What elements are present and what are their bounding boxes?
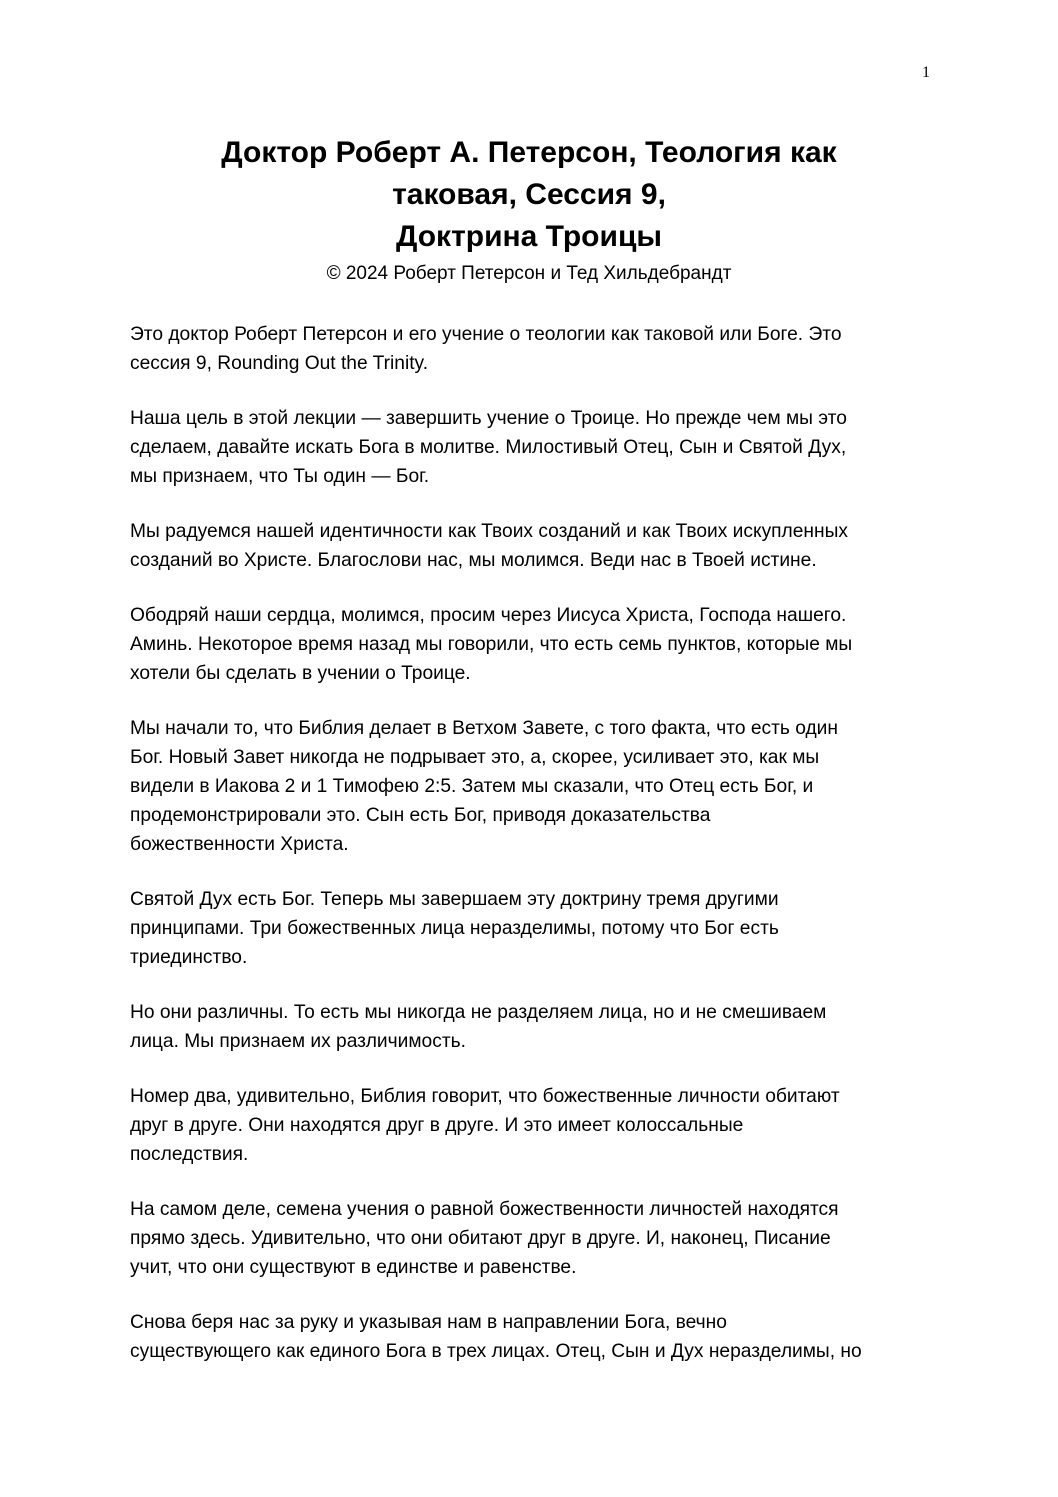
document-title-line-1: Доктор Роберт А. Петерсон, Теология как <box>221 136 837 169</box>
text-line: лица. Мы признаем их различимость. <box>130 1031 466 1052</box>
paragraph-3 <box>130 517 930 575</box>
text-line: видели в Иакова 2 и 1 Тимофею 2:5. Затем мы сказали, что Отец есть Бог, и <box>130 776 814 797</box>
paragraph-4 <box>130 601 930 688</box>
text-line: триединство. <box>130 947 248 968</box>
paragraph-8 <box>130 1082 930 1169</box>
text-line: хотели бы сделать в учении о Троице. <box>130 663 471 684</box>
text-line: последствия. <box>130 1144 249 1165</box>
document-title-line-3: Доктрина Троицы <box>395 220 662 253</box>
document-body <box>130 320 930 1392</box>
paragraph-7 <box>130 998 930 1056</box>
title-block <box>130 132 928 286</box>
text-line: принципами. Три божественных лица неразделимы, потому что Бог есть <box>130 918 779 939</box>
paragraph-1 <box>130 320 930 378</box>
text-line: Ободряй наши сердца, молимся, просим через Иисуса Христа, Господа нашего. <box>130 605 847 626</box>
text-line: Мы начали то, что Библия делает в Ветхом Завете, с того факта, что есть один <box>130 718 838 739</box>
text-line: прямо здесь. Удивительно, что они обитают друг в друге. И, наконец, Писание <box>130 1228 831 1249</box>
text-line: Снова беря нас за руку и указывая нам в направлении Бога, вечно <box>130 1312 727 1333</box>
paragraph-5 <box>130 714 930 859</box>
text-line: Но они различны. То есть мы никогда не разделяем лица, но и не смешиваем <box>130 1002 827 1023</box>
document-title-line-2: таковая, Сессия 9, <box>392 178 666 211</box>
text-line: Бог. Новый Завет никогда не подрывает это, а, скорее, усиливает это, как мы <box>130 747 820 768</box>
text-line: Святой Дух есть Бог. Теперь мы завершаем эту доктрину тремя другими <box>130 889 779 910</box>
text-line: существующего как единого Бога в трех лицах. Отец, Сын и Дух неразделимы, но <box>130 1341 862 1362</box>
text-line: сессия 9, Rounding Out the Trinity. <box>130 353 429 374</box>
text-line: Номер два, удивительно, Библия говорит, что божественные личности обитают <box>130 1086 840 1107</box>
text-line: созданий во Христе. Благослови нас, мы молимся. Веди нас в Твоей истине. <box>130 550 817 571</box>
paragraph-10 <box>130 1308 930 1366</box>
text-line: сделаем, давайте искать Бога в молитве. Милостивый Отец, Сын и Святой Дух, <box>130 437 847 458</box>
paragraph-9 <box>130 1195 930 1282</box>
paragraph-2 <box>130 404 930 491</box>
paragraph-6 <box>130 885 930 972</box>
text-line: Аминь. Некоторое время назад мы говорили, что есть семь пунктов, которые мы <box>130 634 853 655</box>
text-line: Мы радуемся нашей идентичности как Твоих созданий и как Твоих искупленных <box>130 521 848 542</box>
text-line: мы признаем, что Ты один — Бог. <box>130 466 430 487</box>
text-line: На самом деле, семена учения о равной божественности личностей находятся <box>130 1199 839 1220</box>
text-line: учит, что они существуют в единстве и равенстве. <box>130 1257 577 1278</box>
text-line: божественности Христа. <box>130 834 349 855</box>
text-line: Это доктор Роберт Петерсон и его учение о теологии как таковой или Боге. Это <box>130 324 842 345</box>
copyright-notice: © 2024 Роберт Петерсон и Тед Хильдебрандт <box>326 263 732 284</box>
page-number: 1 <box>922 64 930 81</box>
text-line: друг в друге. Они находятся друг в друге. И это имеет колоссальные <box>130 1115 744 1136</box>
text-line: Наша цель в этой лекции — завершить учение о Троице. Но прежде чем мы это <box>130 408 847 429</box>
text-line: продемонстрировали это. Сын есть Бог, приводя доказательства <box>130 805 711 826</box>
